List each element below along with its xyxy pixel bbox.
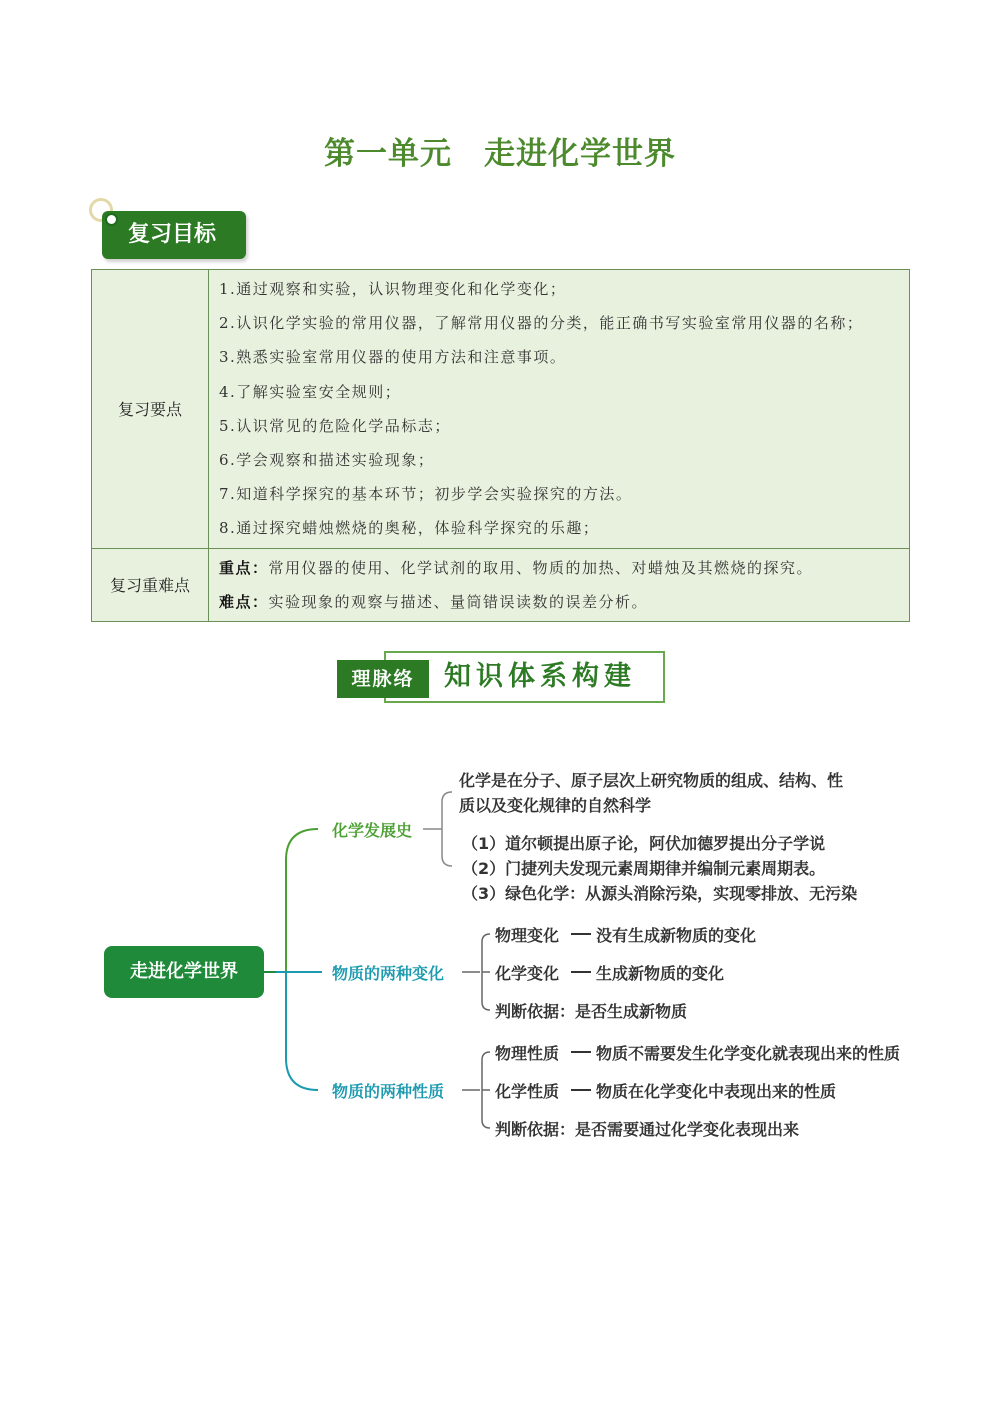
branch1-definition-line1: 化学是在分子、原子层次上研究物质的组成、结构、性 <box>459 771 844 790</box>
review-point: 8.通过探究蜡烛燃烧的奥秘，体验科学探究的乐趣； <box>219 519 600 538</box>
physical-property-label: 物理性质 <box>495 1044 560 1063</box>
branch1-item: （1）道尔顿提出原子论，阿伏加德罗提出分子学说 <box>462 834 826 853</box>
key-text: 常用仪器的使用、化学试剂的取用、物质的加热、对蜡烛及其燃烧的探究。 <box>268 558 814 577</box>
physical-property-desc: 物质不需要发生化学变化就表现出来的性质 <box>596 1044 901 1063</box>
mindmap-root: 走进化学世界 <box>104 946 264 998</box>
section-badge: 复习目标 <box>102 211 246 259</box>
branch1-definition-line2: 质以及变化规律的自然科学 <box>459 796 652 815</box>
knowledge-banner-title: 知识体系构建 <box>444 661 636 692</box>
branch1-item: （2）门捷列夫发现元素周期律并编制元素周期表。 <box>462 859 826 878</box>
branch3-connector <box>286 972 318 1090</box>
chemical-property-desc: 物质在化学变化中表现出来的性质 <box>596 1082 837 1101</box>
chemical-change-desc: 生成新物质的变化 <box>596 964 725 983</box>
branch1-item: （3）绿色化学：从源头消除污染，实现零排放、无污染 <box>462 884 858 903</box>
physical-change-label: 物理变化 <box>495 926 560 945</box>
chemical-change-label: 化学变化 <box>495 964 560 983</box>
review-point: 5.认识常见的危险化学品标志； <box>219 416 451 435</box>
review-point: 4.了解实验室安全规则； <box>219 382 402 401</box>
difficulty-label: 难点： <box>219 592 269 611</box>
change-basis: 判断依据：是否生成新物质 <box>495 1002 688 1021</box>
property-basis: 判断依据：是否需要通过化学变化表现出来 <box>495 1120 800 1139</box>
key-header: 复习重难点 <box>92 548 209 621</box>
branch1-bracket <box>442 792 452 866</box>
badge-dot-decoration <box>107 215 116 224</box>
review-point: 3.熟悉实验室常用仪器的使用方法和注意事项。 <box>219 348 567 367</box>
review-point: 7.知道科学探究的基本环节；初步学会实验探究的方法。 <box>219 485 633 504</box>
branch1-connector <box>286 829 318 972</box>
physical-change-desc: 没有生成新物质的变化 <box>596 926 757 945</box>
review-point: 6.学会观察和描述实验现象； <box>219 450 435 469</box>
review-point: 2.认识化学实验的常用仪器，了解常用仪器的分类，能正确书写实验室常用仪器的名称； <box>219 314 864 333</box>
branch2-label: 物质的两种变化 <box>332 964 445 983</box>
difficulty-text: 实验现象的观察与描述、量筒错误读数的误差分析。 <box>268 592 649 611</box>
review-point: 1.通过观察和实验，认识物理变化和化学变化； <box>219 280 567 298</box>
knowledge-banner-tag: 理脉络 <box>337 660 429 698</box>
branch3-label: 物质的两种性质 <box>332 1082 445 1101</box>
branch1-label: 化学发展史 <box>332 821 413 840</box>
points-header: 复习要点 <box>92 270 209 549</box>
chemical-property-label: 化学性质 <box>495 1082 560 1101</box>
page-title: 第一单元 走进化学世界 <box>324 136 676 172</box>
key-label: 重点： <box>219 558 269 577</box>
